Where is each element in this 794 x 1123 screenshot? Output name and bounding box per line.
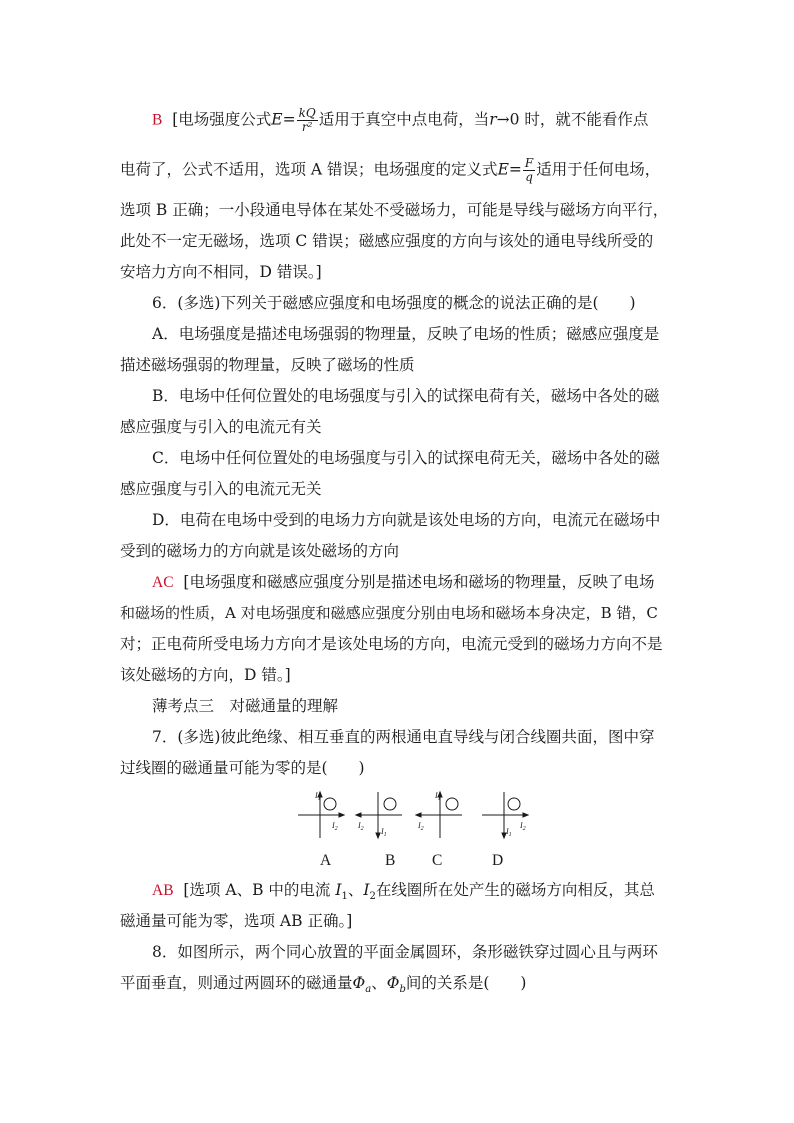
q6-stem: 6．(多选)下列关于磁感应强度和电场强度的概念的说法正确的是( ): [152, 294, 636, 312]
q5-answer-line-5: 安培力方向不相同，D 错误。]: [120, 263, 322, 281]
label-i2-b: $I_2$: [358, 821, 364, 832]
q6-option-d-line-1: D．电荷在电场中受到的电场力方向就是该处电场的方向，电流元在磁场中: [152, 511, 661, 529]
label-i2-a: $I_2$: [332, 821, 338, 832]
loop-a: [324, 798, 336, 810]
label-i1-b: $I_1$: [381, 827, 387, 838]
q6-answer-line-4: 该处磁场的方向，D 错。]: [120, 666, 291, 684]
q8-stem-line-1: 8．如图所示，两个同心放置的平面金属圆环，条形磁铁穿过圆心且与两环: [152, 943, 658, 961]
figure-label-a: A: [320, 852, 332, 869]
answer-label: B: [152, 111, 163, 129]
q6-answer-line-3: 对；正电荷所受电场力方向才是该处电场的方向，电流元受到的磁场力方向不是: [120, 635, 663, 653]
answer-label: AB: [152, 882, 174, 899]
answer-label: AC: [152, 574, 174, 591]
q6-option-c-line-2: 感应强度与引入的电流元无关: [120, 480, 322, 498]
label-i1-a: $I_1$: [315, 791, 321, 802]
q7-stem-line-1: 7．(多选)彼此绝缘、相互垂直的两根通电直导线与闭合线圈共面，图中穿: [152, 728, 655, 746]
q5-answer-line-2: 电荷了，公式不适用，选项 A 错误；电场强度的定义式E= $\frac{F}{q}$ 适用于任何电场，: [120, 156, 661, 184]
q7-stem-line-2: 过线圈的磁通量可能为零的是( ): [120, 759, 365, 777]
loop-b: [384, 798, 396, 810]
q6-option-b-line-1: B．电场中任何位置处的电场强度与引入的试探电荷有关，磁场中各处的磁: [152, 387, 660, 405]
loop-d: [508, 798, 520, 810]
q5-answer-line-1: B [电场强度公式E= $\frac{kQ}{\text{r²}}$ 适用于真空中点电荷，当r→0 时，就不能看作点: [152, 106, 649, 134]
q5-answer-line-4: 此处不一定无磁场，选项 C 错误；磁感应强度的方向与该处的通电导线所受的: [120, 232, 654, 250]
fraction-f-q: $\frac{F}{q}$: [524, 156, 534, 184]
q6-option-a-line-1: A．电场强度是描述电场强弱的物理量，反映了电场的性质；磁感应强度是: [152, 325, 660, 343]
label-i2-c: $I_2$: [418, 821, 424, 832]
q8-stem-line-2: 平面垂直，则通过两圆环的磁通量$\Phi_a$、$\Phi_b$间的关系是( ): [120, 974, 527, 996]
q6-option-c-line-1: C．电场中任何位置处的电场强度与引入的试探电荷无关，磁场中各处的磁: [152, 449, 660, 467]
q6-option-a-line-2: 描述磁场强弱的物理量，反映了磁场的性质: [120, 356, 415, 374]
figure-option-d: [482, 792, 528, 838]
label-i1-c: $I_1$: [435, 791, 441, 802]
fraction-kq-r2: $\frac{kQ}{\text{r²}}$: [298, 106, 316, 134]
label-i1-d: $I_1$: [506, 827, 512, 838]
figure-label-b: B: [385, 852, 396, 869]
q7-figure: [292, 788, 542, 848]
figure-label-c: C: [432, 852, 443, 869]
q5-answer-line-3: 选项 B 正确；一小段通电导体在某处不受磁场力，可能是导线与磁场方向平行，: [120, 201, 669, 219]
figure-label-d: D: [492, 852, 504, 869]
q6-answer-line-1: AC [电场强度和磁感应强度分别是描述电场和磁场的物理量，反映了电场: [152, 573, 655, 591]
q7-answer-line-2: 磁通量可能为零，选项 AB 正确。]: [120, 912, 353, 930]
q6-option-d-line-2: 受到的磁场力的方向就是该处磁场的方向: [120, 542, 400, 560]
q6-option-b-line-2: 感应强度与引入的电流元有关: [120, 418, 322, 436]
label-i2-d: $I_2$: [520, 821, 526, 832]
q6-answer-line-2: 和磁场的性质，A 对电场强度和磁感应强度分别由电场和磁场本身决定，B 错，C: [120, 604, 658, 622]
section-heading: 薄考点三 对磁通量的理解: [152, 697, 339, 715]
q7-answer-line-1: AB [选项 A、B 中的电流 $I_1$、$I_2$在线圈所在处产生的磁场方向相反，其总: [152, 881, 655, 903]
loop-c: [446, 798, 458, 810]
